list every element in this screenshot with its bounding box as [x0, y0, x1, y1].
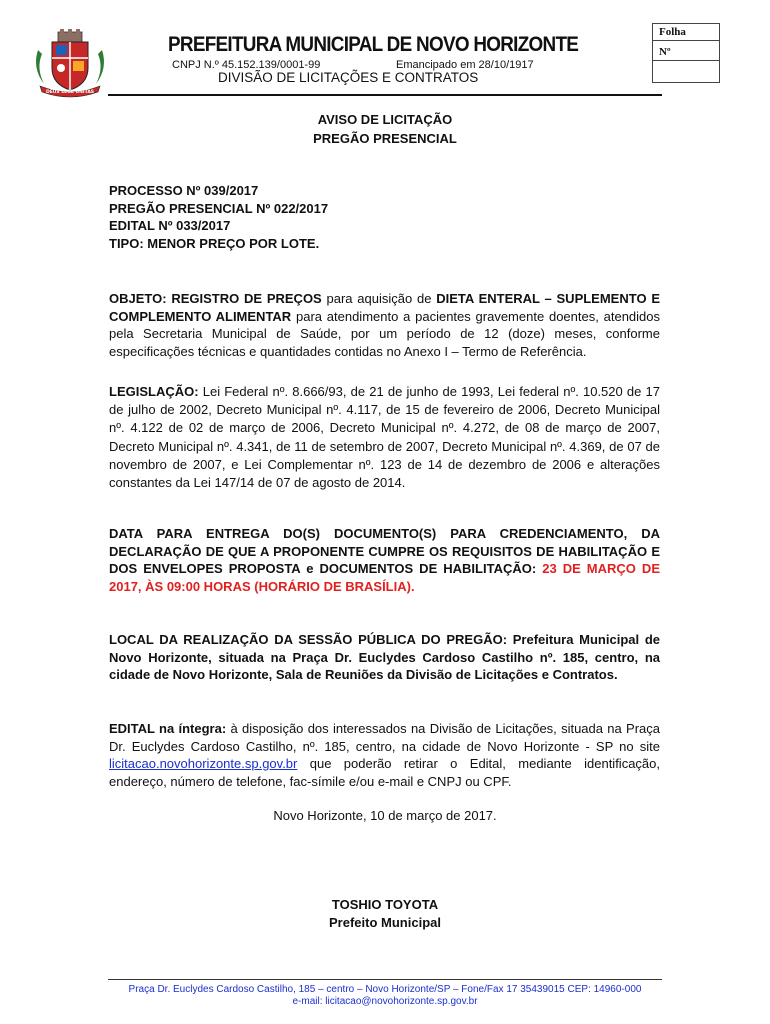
- legislacao-label: LEGISLAÇÃO:: [109, 384, 199, 399]
- objeto-paragraph: [109, 290, 660, 360]
- objeto-text: para aquisição de: [321, 291, 437, 306]
- process-info: [109, 182, 660, 252]
- signature-name: TOSHIO TOYOTA: [331, 897, 439, 912]
- edital-label: EDITAL na íntegra:: [109, 721, 227, 736]
- header-title: PREFEITURA MUNICIPAL DE NOVO HORIZONTE: [168, 33, 579, 56]
- tipo-line: TIPO: MENOR PREÇO POR LOTE.: [109, 235, 320, 251]
- data-entrega-label: DATA PARA ENTREGA DO(S) DOCUMENTO(S) PARA CREDENCIAMENTO, DA DECLARAÇÃO DE QUE A PROPONENTE CUMPRE OS REQUISITOS DE HABILITAÇÃO E DOS ENVELOPES PROPOSTA e DOCUMENTOS DE HABILITAÇÃO:: [109, 526, 660, 577]
- municipal-crest-logo: [30, 28, 110, 98]
- numero-label: Nº: [659, 46, 671, 58]
- local-paragraph: LOCAL DA REALIZAÇÃO DA SESSÃO PÚBLICA DO PREGÃO: Prefeitura Municipal de Novo Horizonte, situada na Praça Dr. Euclydes Cardoso Castilho nº. 185, centro, na cidade de Novo Horizonte, Sala de Reuniões da Divisão de Licitações e Contratos.: [109, 632, 660, 683]
- legislacao-paragraph: [109, 383, 660, 492]
- footer-email: e-mail: licitacao@novohorizonte.sp.gov.br: [292, 996, 478, 1007]
- edital-paragraph: [109, 720, 660, 790]
- data-entrega-paragraph: [109, 525, 660, 595]
- process-number: PROCESSO Nº 039/2017: [109, 183, 259, 198]
- objeto-item: DIETA ENTERAL – SUPLEMENTO E COMPLEMENTO ALIMENTAR: [109, 291, 660, 324]
- header-divider: [108, 94, 662, 96]
- notice-title: AVISO DE LICITAÇÃO: [317, 112, 453, 127]
- footer-divider: [108, 979, 662, 980]
- footer-address: Praça Dr. Euclydes Cardoso Castilho, 185 – centro – Novo Horizonte/SP – Fone/Fax 17 35439015 CEP: 14960-000: [128, 984, 642, 995]
- legislacao-text: Lei Federal nº. 8.666/93, de 21 de junho de 1993, Lei federal nº. 10.520 de 17 de julho de 2002, Decreto Municipal nº. 4.117, de 15 de fevereiro de 2006, Decreto Municipal nº. 4.122 de 02 de março de 2006, Decreto Municipal nº. 4.272, de 08 de março de 2007, Decreto Municipal nº. 4.341, de 11 de setembro de 2007, Decreto Municipal nº. 4.369, de 07 de novembro de 2007, e Lei Complementar nº. 123 de 14 de dezembro de 2006 e alterações constantes da Lei 147/14 de 07 de agosto de 2014.: [109, 384, 660, 491]
- header-cnpj: CNPJ N.º 45.152.139/0001-99: [172, 59, 321, 71]
- edital-number: EDITAL Nº 033/2017: [109, 218, 231, 234]
- objeto-label: OBJETO: REGISTRO DE PREÇOS: [109, 291, 322, 306]
- folha-stamp-box: [652, 23, 720, 83]
- edital-site-link[interactable]: licitacao.novohorizonte.sp.gov.br: [109, 756, 298, 772]
- folha-divider: [653, 60, 719, 61]
- folha-divider: [653, 40, 719, 41]
- objeto-text-2: para atendimento a pacientes gravemente doentes, atendidos pela Secretaria Municipal de Saúde, por um período de 12 (doze) meses, conforme especificações técnicas e quantidades contidas no Anexo I – Termo de Referência.: [109, 308, 661, 359]
- pregao-number: PREGÃO PRESENCIAL Nº 022/2017: [109, 200, 329, 216]
- signature-role: Prefeito Municipal: [329, 915, 441, 930]
- edital-text-2: que poderão retirar o Edital, mediante identificação, endereço, número de telefone, fac-símile e/ou e-mail e CNPJ ou CPF.: [109, 756, 660, 789]
- edital-text: à disposição dos interessados na Divisão de Licitações, situada na Praça Dr. Euclydes Cardoso Castilho, nº. 185, centro, na cidade de Novo Horizonte - SP no site: [109, 721, 661, 754]
- notice-subtitle: PREGÃO PRESENCIAL: [313, 131, 457, 146]
- data-entrega-date: 23 DE MARÇO DE 2017, ÀS 09:00 HORAS (HORÁRIO DE BRASÍLIA).: [109, 561, 660, 594]
- header-division: DIVISÃO DE LICITAÇÕES E CONTRATOS: [218, 70, 479, 85]
- date-line: Novo Horizonte, 10 de março de 2017.: [273, 808, 497, 823]
- crest-motto: DEUS LEGE UNITAS: [45, 90, 95, 95]
- header-emancipation: Emancipado em 28/10/1917: [396, 59, 534, 71]
- folha-label: Folha: [659, 26, 686, 38]
